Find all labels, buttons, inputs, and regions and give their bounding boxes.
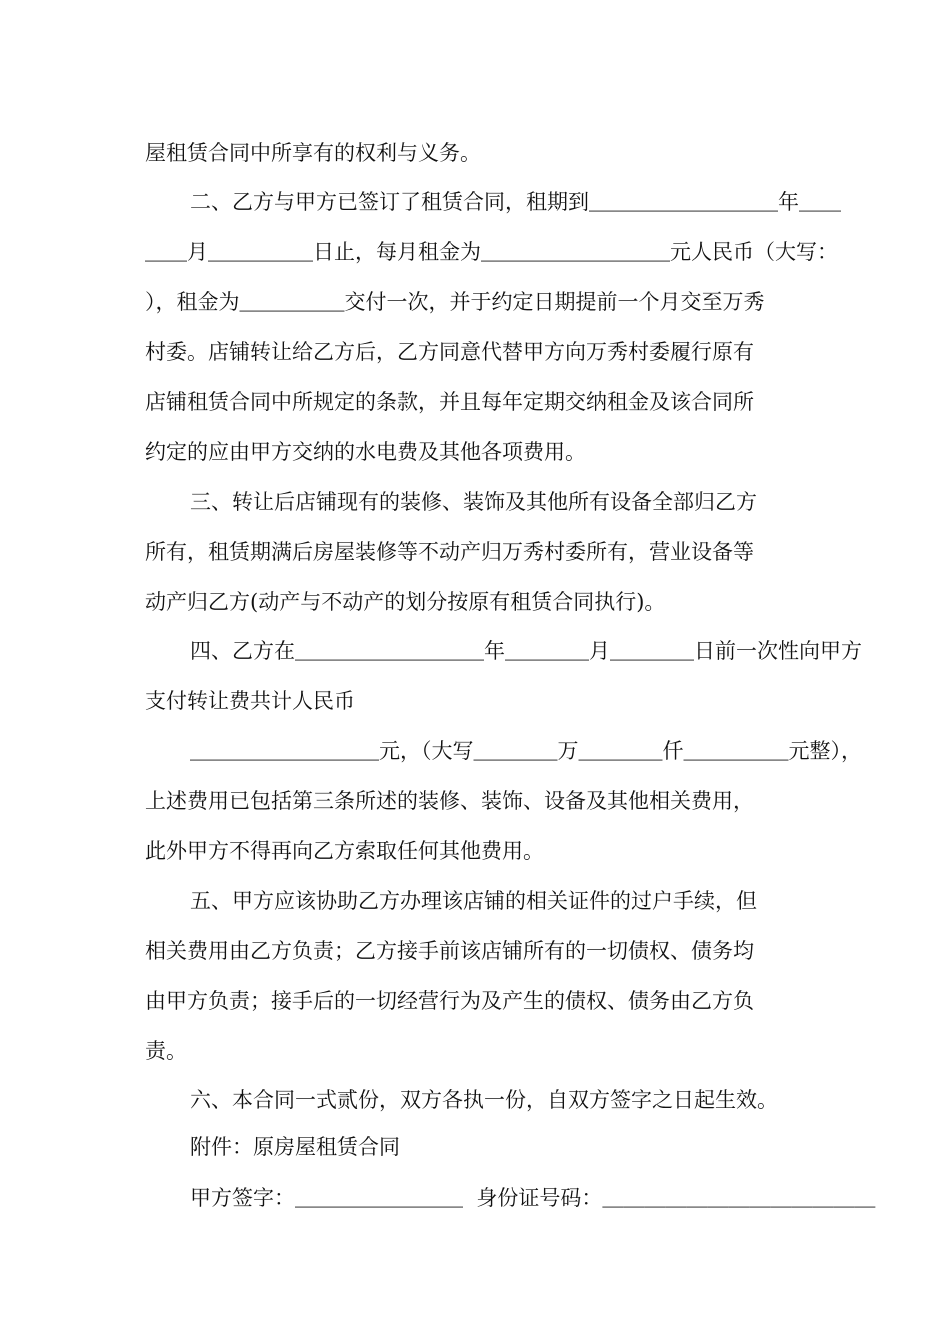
paragraph-line-9: 所有，租赁期满后房屋装修等不动产归万秀村委所有，营业设备等	[145, 540, 754, 564]
signature-line: 甲方签字：＿＿＿＿＿＿＿＿ 身份证号码：＿＿＿＿＿＿＿＿＿＿＿＿＿	[190, 1186, 876, 1210]
paragraph-line-10: 动产归乙方(动产与不动产的划分按原有租赁合同执行)。	[145, 590, 666, 614]
paragraph-line-19: 责。	[145, 1039, 187, 1063]
paragraph-line-16: 五、甲方应该协助乙方办理该店铺的相关证件的过户手续，但	[190, 889, 757, 913]
paragraph-line-2: 二、乙方与甲方已签订了租赁合同，租期到＿＿＿＿＿＿＿＿＿年＿＿	[190, 190, 841, 214]
paragraph-line-7: 约定的应由甲方交纳的水电费及其他各项费用。	[145, 440, 586, 464]
paragraph-line-14: 上述费用已包括第三条所述的装修、装饰、设备及其他相关费用，	[145, 789, 754, 813]
paragraph-line-5: 村委。店铺转让给乙方后，乙方同意代替甲方向万秀村委履行原有	[145, 340, 754, 364]
paragraph-line-12: 支付转让费共计人民币	[145, 689, 355, 713]
paragraph-line-1: 屋租赁合同中所享有的权利与义务。	[145, 141, 481, 165]
paragraph-line-4: ），租金为＿＿＿＿＿交付一次，并于约定日期提前一个月交至万秀	[145, 290, 765, 314]
paragraph-line-13: ＿＿＿＿＿＿＿＿＿元，（大写＿＿＿＿万＿＿＿＿仟＿＿＿＿＿元整），	[190, 739, 862, 763]
attachment-line: 附件：原房屋租赁合同	[190, 1135, 400, 1159]
paragraph-line-20: 六、本合同一式贰份，双方各执一份，自双方签字之日起生效。	[190, 1088, 778, 1112]
paragraph-line-8: 三、转让后店铺现有的装修、装饰及其他所有设备全部归乙方	[190, 490, 757, 514]
paragraph-line-18: 由甲方负责；接手后的一切经营行为及产生的债权、债务由乙方负	[145, 989, 754, 1013]
paragraph-line-6: 店铺租赁合同中所规定的条款，并且每年定期交纳租金及该合同所	[145, 390, 754, 414]
paragraph-line-15: 此外甲方不得再向乙方索取任何其他费用。	[145, 839, 544, 863]
paragraph-line-17: 相关费用由乙方负责；乙方接手前该店铺所有的一切债权、债务均	[145, 939, 754, 963]
paragraph-line-11: 四、乙方在＿＿＿＿＿＿＿＿＿年＿＿＿＿月＿＿＿＿日前一次性向甲方	[190, 639, 862, 663]
paragraph-line-3: ＿＿月＿＿＿＿＿日止，每月租金为＿＿＿＿＿＿＿＿＿元人民币（大写：	[145, 240, 838, 264]
